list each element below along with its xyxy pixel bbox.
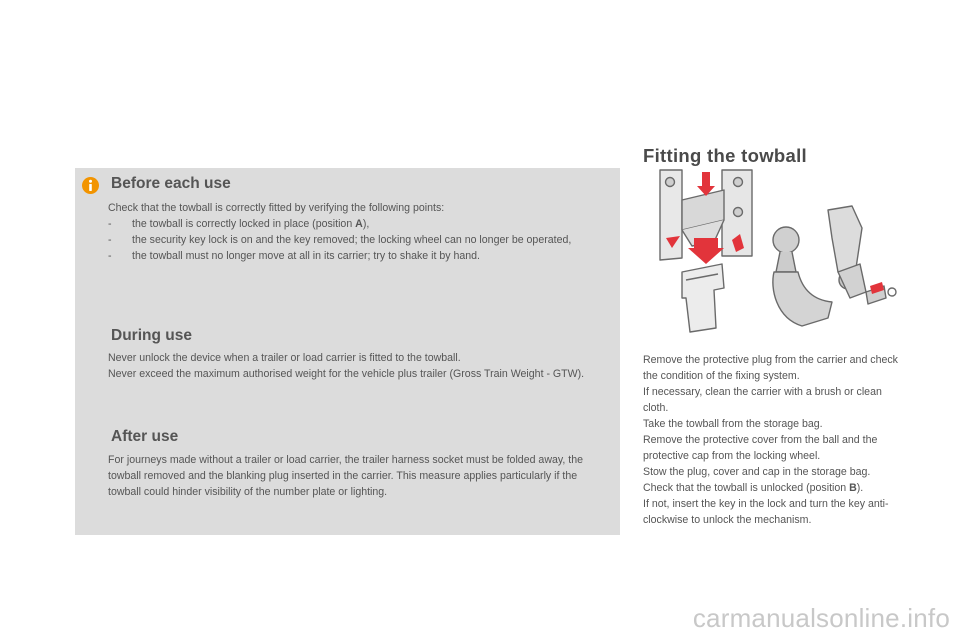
after-text: For journeys made without a trailer or load carrier, the trailer harness socket must be folded away, the towball removed and the blanking plug inserted in the carrier. This measure applies particularly if the towball could hinder visibility of the number plate or lighting. bbox=[108, 454, 583, 498]
list-item: - the security key lock is on and the key removed; the locking wheel can no longer be operated, bbox=[108, 234, 572, 246]
instruction-line: If not, insert the key in the lock and turn the key anti-clockwise to unlock the mechanism. bbox=[643, 498, 889, 526]
fitting-instructions bbox=[643, 352, 908, 528]
instruction-line: If necessary, clean the carrier with a brush or clean cloth. bbox=[643, 386, 882, 414]
after-heading: After use bbox=[111, 428, 179, 445]
before-intro: Check that the towball is correctly fitted by verifying the following points: bbox=[108, 202, 445, 214]
instruction-line: Take the towball from the storage bag. bbox=[643, 418, 823, 430]
instruction-line: Remove the protective cover from the ball and the protective cap from the locking wheel. bbox=[643, 434, 878, 462]
instruction-line: Stow the plug, cover and cap in the storage bag. bbox=[643, 466, 871, 478]
instruction-line: Remove the protective plug from the carrier and check the condition of the fixing system. bbox=[643, 354, 898, 382]
during-text: Never unlock the device when a trailer or load carrier is fitted to the towball. Never exceed the maximum authorised weight for the vehicle plus trailer (Gross Train Weight - GTW). bbox=[108, 352, 585, 380]
instruction-line: Check that the towball is unlocked (position B). bbox=[643, 482, 864, 494]
towball-illustration bbox=[652, 168, 904, 340]
watermark: carmanualsonline.info bbox=[692, 603, 950, 633]
during-heading: During use bbox=[111, 327, 192, 344]
page-title: Fitting the towball bbox=[643, 145, 807, 167]
before-heading: Before each use bbox=[111, 175, 231, 192]
info-icon bbox=[82, 177, 99, 194]
list-item: - the towball must no longer move at all in its carrier; try to shake it by hand. bbox=[108, 250, 480, 262]
before-bullets bbox=[108, 216, 603, 264]
list-item: - the towball is correctly locked in place (position A), bbox=[108, 218, 370, 230]
